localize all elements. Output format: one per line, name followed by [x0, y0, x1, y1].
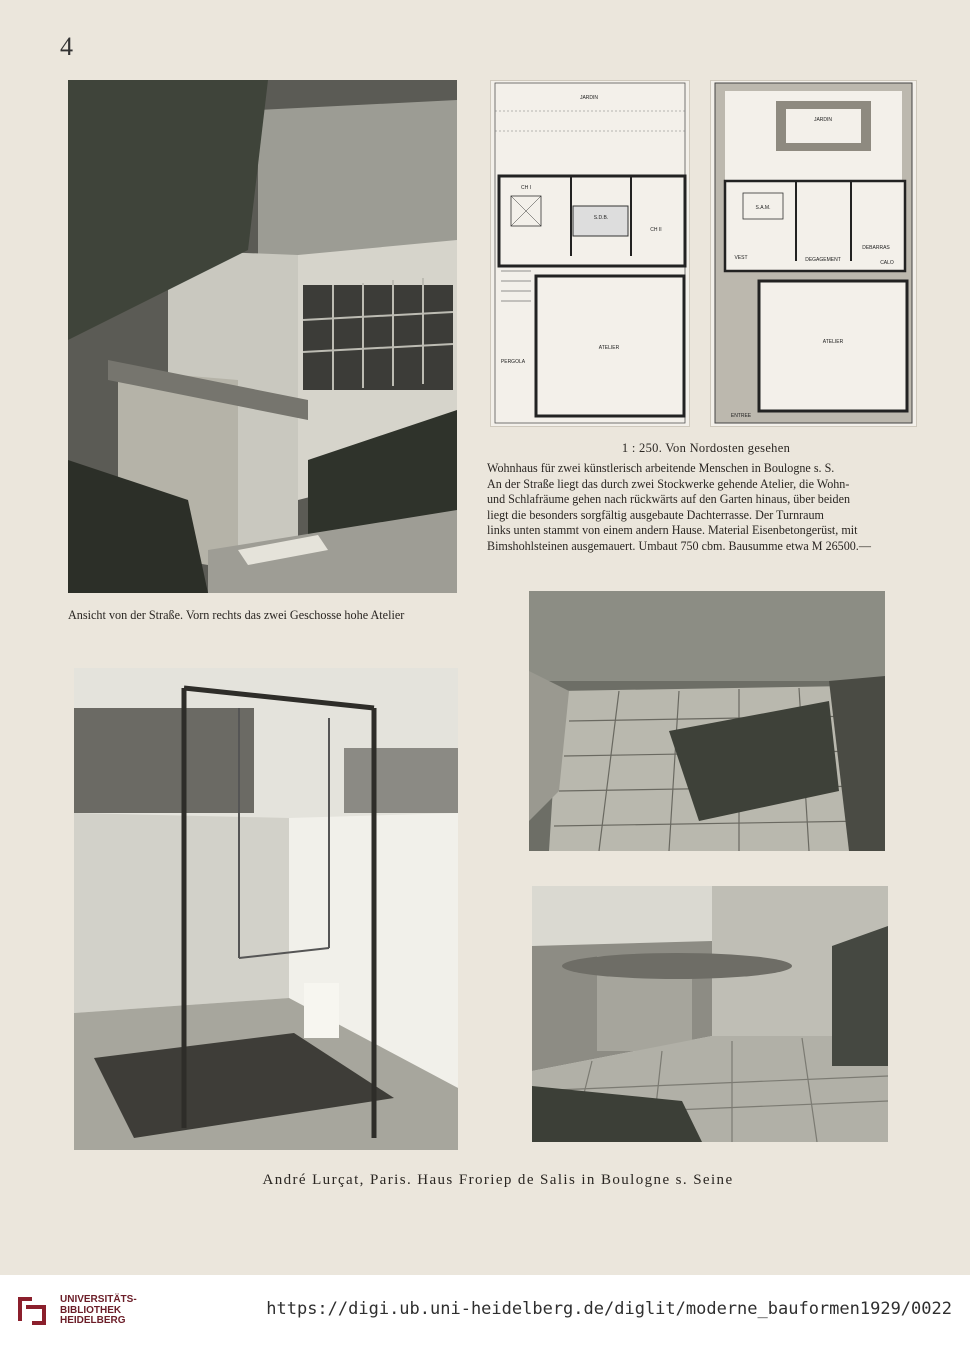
plan-room-label: ENTREE — [730, 413, 752, 419]
plan-room-label: CH II — [650, 227, 662, 233]
plan-room-label: S.D.B. — [593, 215, 609, 221]
photo-caption-street: Ansicht von der Straße. Vorn rechts das zwei Geschosse hohe Atelier — [68, 608, 405, 622]
plan-room-label: DEGAGEMENT — [805, 257, 841, 263]
university-logo-icon — [12, 1291, 52, 1331]
description-text — [487, 461, 921, 555]
library-name-line: HEIDELBERG — [60, 1315, 126, 1326]
plan-room-label: ATELIER — [822, 339, 844, 345]
source-url-link[interactable]: https://digi.ub.uni-heidelberg.de/diglit/moderne_bauformen1929/0022 — [266, 1299, 952, 1319]
plan-room-label: PERGOLA — [500, 359, 526, 365]
footer-bar — [0, 1275, 970, 1345]
plan-room-label: JARDIN — [579, 95, 599, 101]
floor-plan-upper — [710, 80, 917, 427]
photo-street-view — [68, 80, 457, 593]
description-line: liegt die besonders sorgfältig ausgebaute Dachterrasse. Der Turnraum — [487, 507, 824, 522]
description-line: links unten stammt von einem andern Hause. Material Eisenbetongerüst, mit — [487, 523, 858, 538]
photo-roof-garden — [529, 591, 885, 851]
plan-room-label: JARDIN — [813, 117, 833, 123]
description-line: und Schlafräume gehen nach rückwärts auf den Garten hinaus, über beiden — [487, 492, 851, 507]
plan-room-label: DEBARRAS — [862, 245, 890, 251]
plan-room-label: ATELIER — [598, 345, 620, 351]
description-line: An der Straße liegt das durch zwei Stockwerke gehende Atelier, die Wohn- — [487, 476, 850, 491]
library-name — [60, 1295, 137, 1327]
description-line: Bimshohlsteinen ausgemauert. Umbaut 750 cbm. Bausumme etwa M 26500.— — [487, 538, 871, 553]
plan-caption: 1 : 250. Von Nordosten gesehen — [621, 441, 791, 455]
library-name-line: UNIVERSITÄTS- — [60, 1294, 137, 1305]
plan-room-label: VEST — [734, 255, 748, 261]
plan-room-label: CALO — [880, 260, 894, 266]
photo-roof-gym — [74, 668, 458, 1150]
photo-terrace-canopy — [532, 886, 888, 1142]
description-line: Wohnhaus für zwei künstlerisch arbeitende Menschen in Boulogne s. S. — [487, 461, 835, 475]
plan-room-label: CH I — [521, 185, 531, 191]
plan-room-label: S.A.M. — [755, 205, 771, 211]
library-name-line: BIBLIOTHEK — [60, 1304, 122, 1316]
page-number: 4 — [60, 32, 73, 61]
floor-plan-ground — [490, 80, 690, 427]
main-caption: André Lurçat, Paris. Haus Froriep de Salis in Boulogne s. Seine — [262, 1172, 734, 1188]
